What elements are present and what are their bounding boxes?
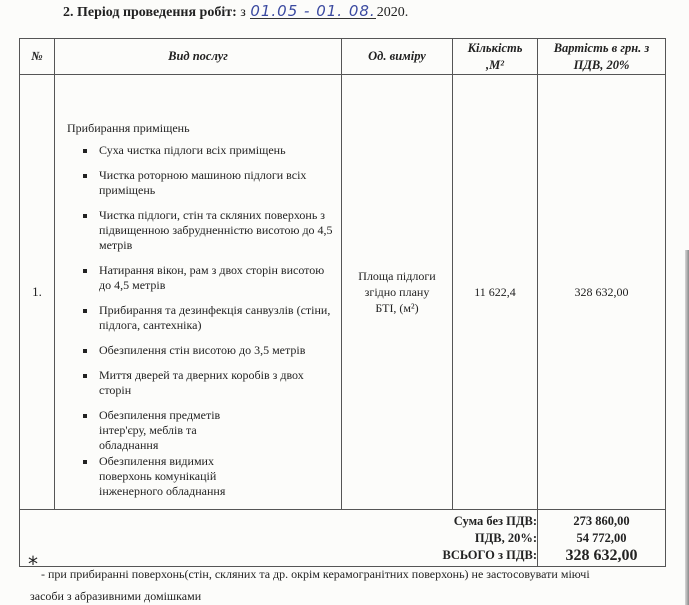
vat-value: 54 772,00: [576, 530, 627, 545]
period-year: 2020.: [376, 5, 409, 20]
period-prefix: з: [240, 5, 246, 20]
unit-of-measure: [342, 75, 453, 510]
handwritten-dates: 01.05 - 01. 08.: [250, 2, 376, 20]
service-item: Суха чистка підлоги всіх приміщень: [67, 143, 333, 158]
footnote-line-1: - при прибиранні поверхонь(стін, скляних та др. окрім керамогранітних поверхонь) не застосовувати міючі: [41, 567, 590, 581]
period-label: 2. Період проведення робіт:: [63, 5, 237, 20]
service-group-title: Прибирання приміщень: [67, 121, 190, 135]
vat-label: ПДВ, 20%:: [474, 530, 537, 545]
service-item: Миття дверей та дверних коробів з двох сторін: [67, 368, 333, 398]
header-qty: [453, 39, 538, 75]
service-description: [55, 75, 342, 510]
subtotal-label: Сума без ПДВ:: [453, 513, 537, 528]
header-service: Вид послуг: [55, 39, 342, 75]
quantity: 11 622,4: [453, 75, 538, 510]
summary-values: [538, 510, 666, 567]
service-item: Натирання вікон, рам з двох сторін висотою до 4,5 метрів: [67, 263, 333, 293]
service-item: Обезпилення стін висотою до 3,5 метрів: [67, 343, 333, 358]
table-row: [20, 75, 666, 510]
service-item: Чистка роторною машиною підлоги всіх приміщень: [67, 168, 333, 198]
total-label: ВСЬОГО з ПДВ:: [442, 547, 537, 562]
unit-text: Площа підлоги згідно плану БТІ, (м²): [358, 269, 436, 315]
work-period-line: [63, 4, 408, 21]
services-table: [19, 38, 666, 567]
scan-edge-shadow: [685, 250, 689, 605]
cost: 328 632,00: [538, 75, 666, 510]
footnote-marker: *: [28, 552, 38, 576]
header-cost: [538, 39, 666, 75]
summary-labels: [20, 510, 538, 567]
service-item: Прибирання та дезинфекція санвузлів (стіни, підлога, сантехніка): [67, 303, 333, 333]
table-header-row: [20, 39, 666, 75]
header-cost-text: Вартість в грн. з ПДВ, 20%: [553, 40, 650, 72]
summary-row: [20, 510, 666, 567]
service-item: Обезпилення предметів інтер'єру, меблів та обладнання: [67, 408, 333, 453]
service-items-list: [67, 143, 333, 499]
service-item: Чистка підлоги, стін та скляних поверхонь з підвищенною забрудненністю висотою до 4,5 метрів: [67, 208, 333, 253]
header-qty-text: Кількість ,М²: [467, 40, 523, 72]
header-no: №: [20, 39, 55, 75]
footnote-line-2: засоби з абразивними домішками: [30, 589, 202, 603]
total-value: 328 632,00: [565, 546, 638, 564]
subtotal-value: 273 860,00: [573, 513, 630, 528]
header-unit: Од. виміру: [342, 39, 453, 75]
service-item: Обезпилення видимих поверхонь комунікацій інженерного обладнання: [67, 454, 333, 499]
row-number: 1.: [20, 75, 55, 510]
